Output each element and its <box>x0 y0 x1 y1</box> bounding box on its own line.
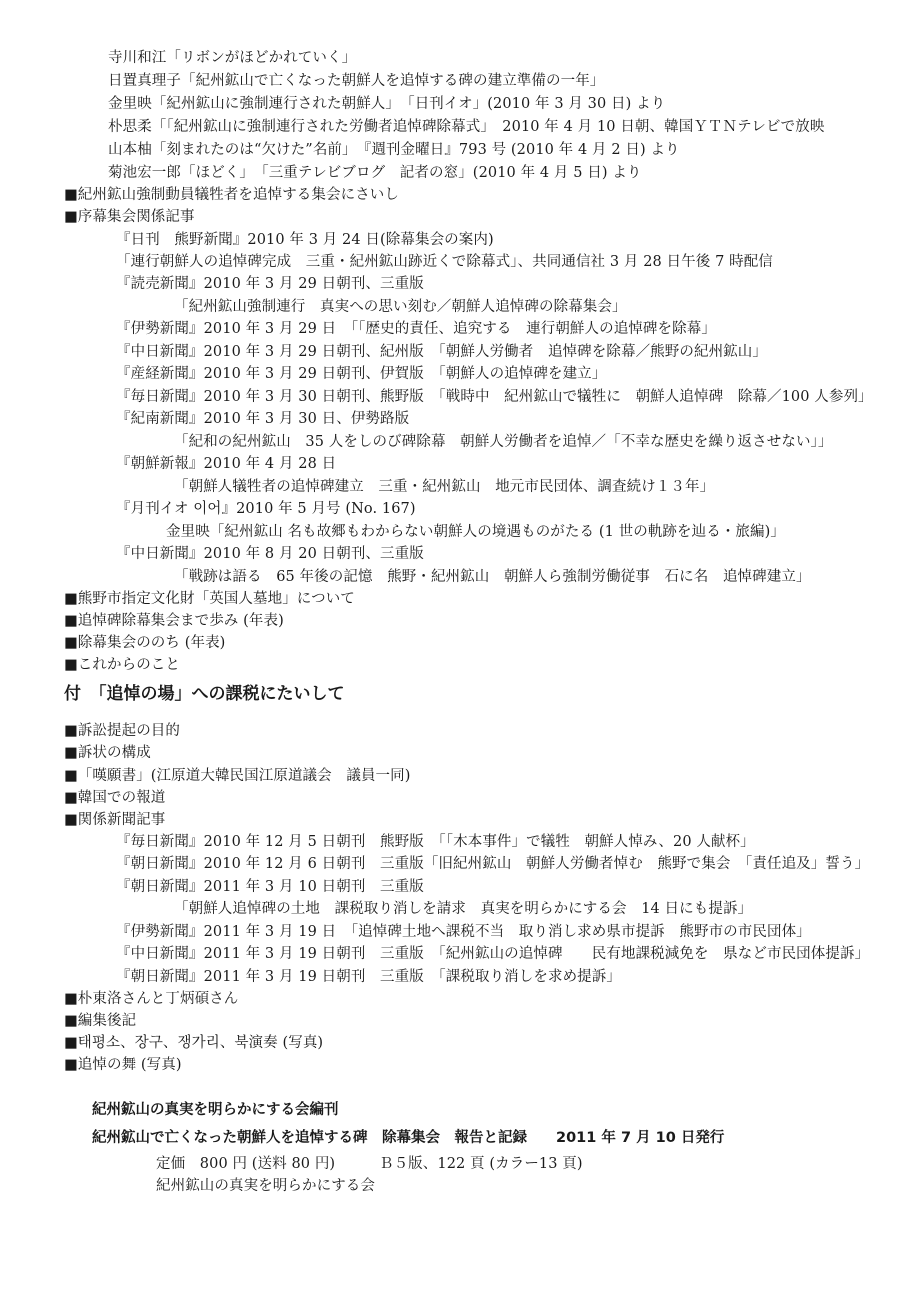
section-heading: ■朴東洛さんと丁炳碩さん <box>64 991 239 1007</box>
publication-publisher: 紀州鉱山の真実を明らかにする会 <box>156 1178 375 1194</box>
article-entry: 『月刊イオ 이어』2010 年 5 月号 (No. 167) <box>116 501 416 517</box>
section-heading: ■編集後記 <box>64 1013 137 1029</box>
article-entry: 『朝鮮新報』2010 年 4 月 28 日 <box>116 456 337 472</box>
article-entry: 「連行朝鮮人の追悼碑完成 三重・紀州鉱山跡近くで除幕式」、共同通信社 3 月 28 日午後 7 時配信 <box>116 254 773 270</box>
article-headline: 「戦跡は語る 65 年後の記憶 熊野・紀州鉱山 朝鮮人ら強制労働従事 石に名 追悼碑建立」 <box>174 569 811 585</box>
article-headline: 金里映「紀州鉱山 名も故郷もわからない朝鮮人の境遇ものがたる (1 世の軌跡を辿る・旅編)」 <box>166 524 785 540</box>
article-entry: 『中日新聞』2011 年 3 月 19 日朝刊 三重版 「紀州鉱山の追悼碑 民有地課税減免を 県など市民団体提訴」 <box>116 946 870 962</box>
article-entry: 『紀南新聞』2010 年 3 月 30 日、伊勢路版 <box>116 411 410 427</box>
article-headline: 「朝鮮人追悼碑の土地 課税取り消しを請求 真実を明らかにする会 14 日にも提訴」 <box>174 901 753 917</box>
article-entry: 『朝日新聞』2011 年 3 月 19 日朝刊 三重版 「課税取り消しを求め提訴」 <box>116 969 621 985</box>
article-entry: 『朝日新聞』2010 年 12 月 6 日朝刊 三重版「旧紀州鉱山 朝鮮人労働者悼む 熊野で集会 「責任追及」誓う」 <box>116 856 870 872</box>
contents-entry: 日置真理子「紀州鉱山で亡くなった朝鮮人を追悼する碑の建立準備の一年」 <box>108 73 605 89</box>
contents-entry: 朴思柔「「紀州鉱山に強制連行された労働者追悼碑除幕式」 2010 年 4 月 10 日朝、韓国ＹＴＮテレビで放映 <box>108 119 825 135</box>
section-heading: ■関係新聞記事 <box>64 812 166 828</box>
article-headline: 「朝鮮人犠牲者の追悼碑建立 三重・紀州鉱山 地元市民団体、調査続け１３年」 <box>174 479 715 495</box>
section-heading: ■追悼の舞 (写真) <box>64 1057 182 1073</box>
section-heading: ■熊野市指定文化財「英国人墓地」について <box>64 591 355 607</box>
section-heading: ■これからのこと <box>64 657 180 673</box>
article-entry: 『中日新聞』2010 年 3 月 29 日朝刊、紀州版 「朝鮮人労働者 追悼碑を除幕／熊野の紀州鉱山」 <box>116 344 767 360</box>
section-heading: ■「嘆願書」(江原道大韓民国江原道議会 議員一同) <box>64 768 411 784</box>
publication-title: 紀州鉱山で亡くなった朝鮮人を追悼する碑 除幕集会 報告と記録 2011 年 7 月 10 日発行 <box>92 1130 725 1146</box>
article-headline: 「紀和の紀州鉱山 35 人をしのび碑除幕 朝鮮人労働者を追悼／「不幸な歴史を繰り返させない」」 <box>174 434 833 450</box>
article-entry: 『産経新聞』2010 年 3 月 29 日朝刊、伊賀版 「朝鮮人の追悼碑を建立」 <box>116 366 607 382</box>
contents-entry: 寺川和江「リボンがほどかれていく」 <box>108 50 357 66</box>
article-entry: 『読売新聞』2010 年 3 月 29 日朝刊、三重版 <box>116 276 424 292</box>
publication-editor: 紀州鉱山の真実を明らかにする会編刊 <box>92 1102 339 1118</box>
section-heading: ■태평소、장구、쟁가리、북演奏 (写真) <box>64 1035 324 1051</box>
article-entry: 『朝日新聞』2011 年 3 月 10 日朝刊 三重版 <box>116 879 424 895</box>
article-entry: 『伊勢新聞』2010 年 3 月 29 日 「「歴史的責任、追究する 連行朝鮮人の追悼碑を除幕」 <box>116 321 716 337</box>
publication-price: 定価 800 円 (送料 80 円) Ｂ５版、122 頁 (カラー13 頁) <box>156 1156 583 1172</box>
article-entry: 『日刊 熊野新聞』2010 年 3 月 24 日(除幕集会の案内) <box>116 232 494 248</box>
section-heading: ■除幕集会ののち (年表) <box>64 635 226 651</box>
contents-entry: 金里映「紀州鉱山に強制連行された朝鮮人」 「日刊イオ」(2010 年 3 月 30 日) より <box>108 96 666 112</box>
article-entry: 『中日新聞』2010 年 8 月 20 日朝刊、三重版 <box>116 546 424 562</box>
section-heading: ■序幕集会関係記事 <box>64 209 195 225</box>
section-heading: ■追悼碑除幕集会まで歩み (年表) <box>64 613 284 629</box>
section-heading: ■訴状の構成 <box>64 745 151 761</box>
article-entry: 『伊勢新聞』2011 年 3 月 19 日 「追悼碑土地へ課税不当 取り消し求め県市提訴 熊野市の市民団体」 <box>116 924 811 940</box>
article-entry: 『毎日新聞』2010 年 12 月 5 日朝刊 熊野版 「「木本事件」で犠牲 朝鮮人悼み、20 人献杯」 <box>116 834 755 850</box>
appendix-heading: 付 「追悼の場」への課税にたいして <box>64 684 345 704</box>
section-heading: ■訴訟提起の目的 <box>64 723 180 739</box>
article-entry: 『毎日新聞』2010 年 3 月 30 日朝刊、熊野版 「戦時中 紀州鉱山で犠牲に 朝鮮人追悼碑 除幕／100 人参列」 <box>116 389 873 405</box>
contents-entry: 山本柚「刻まれたのは“欠けた”名前」 『週刊金曜日』793 号 (2010 年 4 月 2 日) より <box>108 142 680 158</box>
article-headline: 「紀州鉱山強制連行 真実への思い刻む／朝鮮人追悼碑の除幕集会」 <box>174 299 627 315</box>
contents-entry: 菊池宏一郎「ほどく」 「三重テレビブログ 記者の窓」(2010 年 4 月 5 日) より <box>108 165 642 181</box>
section-heading: ■韓国での報道 <box>64 790 166 806</box>
section-heading: ■紀州鉱山強制動員犠牲者を追悼する集会にさいし <box>64 187 399 203</box>
